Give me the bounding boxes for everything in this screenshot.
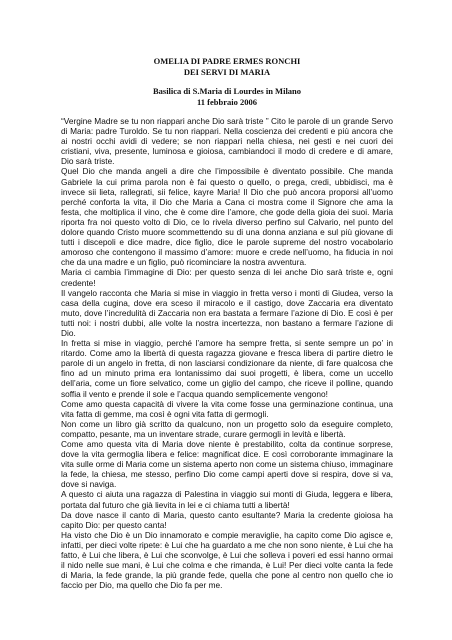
document-page [61, 56, 393, 590]
paragraph: Il vangelo racconta che Maria si mise in viaggio in fretta verso i monti di Giudea, verso la casa della cugina, dove era sceso il miracolo e il castigo, dove Zaccaria era diventato muto, dove l’incredulità di Zaccaria non era bastata a fermare l’azione di Dio. E così è per tutti noi: i nostri dubbi, alle volte la nostra incertezza, non bastano a fermare l’azione di Dio. [61, 287, 393, 338]
paragraph: Come amo questa capacità di vivere la vita come fosse una germinazione continua, una vita fatta di gemme, ma così è ogni vita fatta di germogli. [61, 398, 393, 419]
paragraph: “Vergine Madre se tu non riappari anche Dio sarà triste ” Cito le parole di un grande Servo di Maria: padre Turoldo. Se tu non riappari. Nella coscienza dei credenti e più ancora che ai nostri occhi avidi di vedere; se non riappari nella chiesa, nei gesti e nei cuori dei cristiani, viva, presente, luminosa e gioiosa, cambiandoci il modo di credere e di amare, Dio sarà triste. [61, 116, 393, 167]
paragraph: Ha visto che Dio è un Dio innamorato e compie meraviglie, ha capito come Dio agisce e, infatti, per dieci volte ripete: è Lui che ha guardato a me che non sono niente, è Lui che ha fatto, è Lui che libera, è Lui che sconvolge, è Lui che solleva i poveri ed essi hanno ormai il nido nelle sue mani, è Lui che colma e che rimanda, è Lui! Per dieci volte canta la fede di Maria, la fede grande, la più grande fede, quella che pone al centro non quello che io faccio per Dio, ma quello che Dio fa per me. [61, 529, 393, 591]
date-line: 11 febbraio 2006 [197, 96, 257, 107]
place-line: Basilica di S.Maria di Lourdes in Milano [152, 86, 302, 96]
homily-title: OMELIA DI PADRE ERMES RONCHI [153, 56, 301, 66]
header-spacer [61, 77, 393, 86]
paragraph: Non come un libro già scritto da qualcuno, non un progetto solo da eseguire completo, compatto, pesante, ma un inventare strade, curare germogli in levità e libertà. [61, 418, 393, 439]
paragraph: Maria ci cambia l’immagine di Dio: per questo senza di lei anche Dio sarà triste e, ogni credente! [61, 267, 393, 288]
order-subtitle: DEI SERVI DI MARIA [183, 66, 271, 77]
paragraph: In fretta si mise in viaggio, perché l’amore ha sempre fretta, si sente sempre un po’ in ritardo. Come amo la libertà di questa ragazza giovane e fresca libera di partire dietro le parole di un angelo in fretta, di non lasciarsi condizionare da niente, di fare qualcosa che fino ad un minuto prima era lontanissimo dai suoi progetti, è libera, come un uccello dell’aria, come un fiore selvatico, come un giglio del campo, che riceve il polline, quando soffia il vento e prende il sole e l’acqua quando semplicemente vengono! [61, 338, 393, 399]
paragraph: Da dove nasce il canto di Maria, questo canto esultante? Maria la credente gioiosa ha capito Dio: per questo canta! [61, 509, 393, 530]
document-header [61, 56, 393, 107]
document-body [61, 116, 393, 590]
paragraph: A questo ci aiuta una ragazza di Palestina in viaggio sui monti di Giuda, leggera e libera, portata dal futuro che già lievita in lei e ci chiama tutti a libertà! [61, 489, 393, 510]
paragraph: Come amo questa vita di Maria dove niente è prestabilito, colta da continue sorprese, dove la vita germoglia libera e felice: magnificat dice. E così corroborante immaginare la vita sulle orme di Maria come un sistema aperto non come un sistema chiuso, immaginare la fede, la chiesa, me stesso, perfino Dio come campi aperti dove si respira, dove si va, dove si naviga. [61, 439, 393, 490]
paragraph: Quel Dio che manda angeli a dire che l’impossibile è diventato possibile. Che manda Gabriele la cui prima parola non è fai questo o quello, o prega, credi, ubbidisci, ma è invece sii lieta, rallegrati, sii felice, kayre Maria! Il Dio che può ancora proporsi all’uomo perché conforta la vita, il Dio che Maria a Cana ci mostra come il Signore che ama la festa, che moltiplica il vino, che è come dire l’amore, che gode della gioia dei suoi. Maria riporta fra noi questo volto di Dio, ce lo rivela diverso perfino sul Calvario, nel punto del dolore quando Cristo muore scommettendo su di una donna anziana e sul più giovane di tutti i discepoli e dice madre, dice figlio, dice le parole supreme del nostro vocabolario amoroso che contengono il massimo d’amore: muore e crede nell’uomo, ha fiducia in noi che da una madre e un figlio, può ricominciare la nostra avventura. [61, 166, 393, 268]
